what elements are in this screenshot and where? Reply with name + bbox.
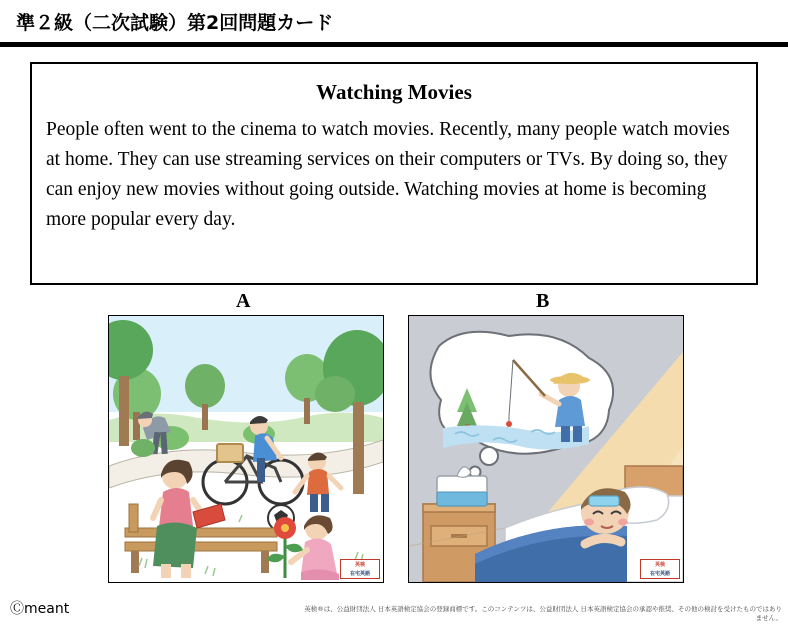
watermark-badge-a (340, 559, 380, 579)
illustration-b (408, 315, 684, 583)
disclaimer-text: 英検®は、公益財団法人 日本英語検定協会の登録商標です。このコンテンツは、公益財団法人 日本英語検定協会の承認や推奨、その他の検討を受けたものではありません。 (304, 605, 782, 622)
watermark-badge-b (640, 559, 680, 579)
header-divider (0, 42, 788, 47)
passage-title: Watching Movies (316, 80, 472, 104)
watermark-bottom-b: 在宅英語 (649, 571, 670, 577)
watermark-top-b: 英検 (654, 562, 665, 568)
park-scene-illustration (109, 316, 383, 582)
page-title: 準２級（二次試験）第2回問題カード (16, 12, 334, 34)
passage-body: People often went to the cinema to watch movies. Recently, many people watch movies at home. They can use streaming services on their computers or TVs. By doing so, they can enjoy new movies without going outside. Watching movies at home is becoming more popular every day. (46, 119, 730, 230)
picture-label-b: B (536, 290, 550, 312)
sick-boy-scene-illustration (409, 316, 683, 582)
passage-box (30, 62, 758, 285)
page-header (0, 0, 788, 48)
illustration-a (108, 315, 384, 583)
watermark-bottom-a: 在宅英語 (349, 571, 370, 577)
watermark-top-a: 英検 (354, 562, 365, 568)
picture-label-a: A (236, 290, 251, 312)
copyright-text: Ⓒmeant (10, 601, 70, 617)
